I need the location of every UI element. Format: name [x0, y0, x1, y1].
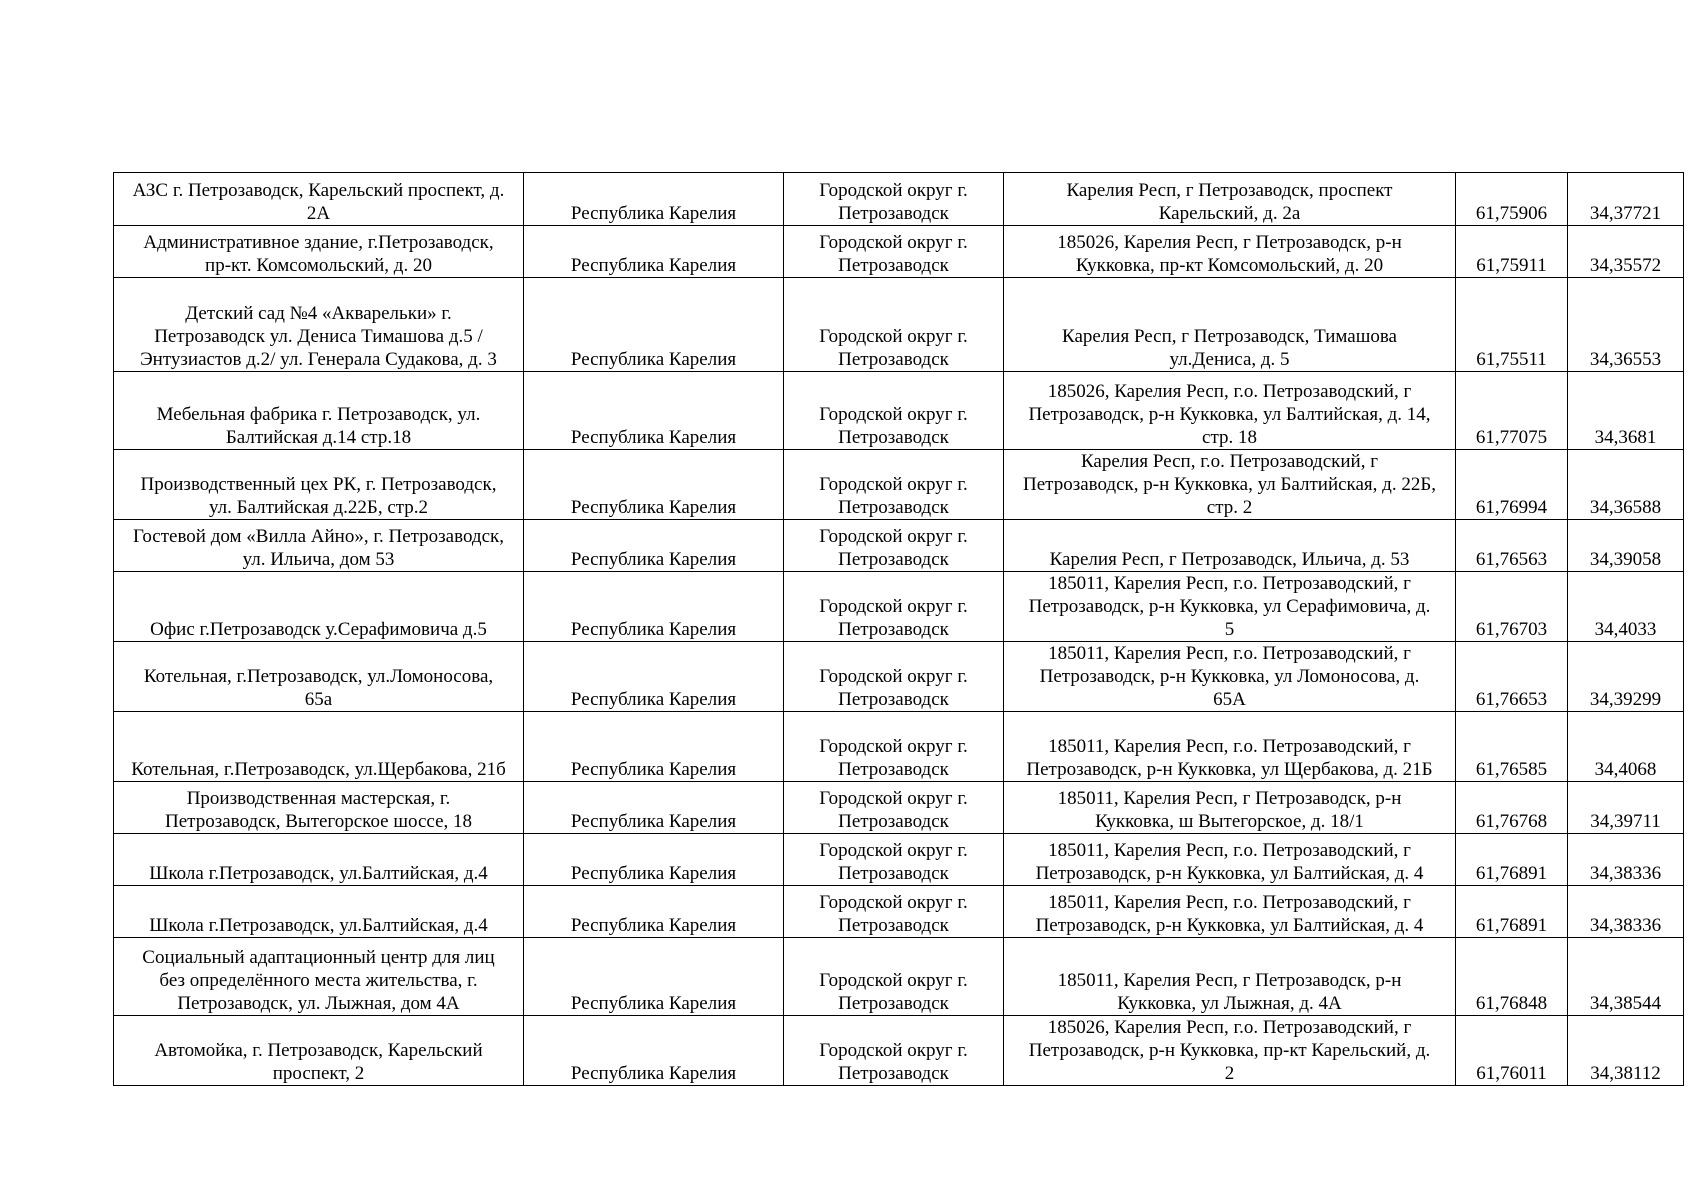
table-row [114, 450, 1684, 520]
district-cell: Городской округ г. Петрозаводск [784, 173, 1004, 226]
table-row [114, 642, 1684, 712]
table-row [114, 886, 1684, 938]
longitude-cell: 34,36553 [1568, 278, 1684, 372]
address-cell: 185011, Карелия Респ, г Петрозаводск, р-н Кукковка, ш Вытегорское, д. 18/1 [1004, 782, 1456, 834]
region-cell: Республика Карелия [524, 642, 784, 712]
region-cell: Республика Карелия [524, 886, 784, 938]
latitude-cell: 61,76563 [1456, 520, 1568, 572]
district-cell: Городской округ г. Петрозаводск [784, 1016, 1004, 1086]
district-cell: Городской округ г. Петрозаводск [784, 450, 1004, 520]
table-row [114, 834, 1684, 886]
region-cell: Республика Карелия [524, 782, 784, 834]
latitude-cell: 61,76848 [1456, 938, 1568, 1016]
district-cell: Городской округ г. Петрозаводск [784, 278, 1004, 372]
latitude-cell: 61,76994 [1456, 450, 1568, 520]
district-cell: Городской округ г. Петрозаводск [784, 372, 1004, 450]
table-row [114, 226, 1684, 278]
region-cell: Республика Карелия [524, 278, 784, 372]
object-name-cell: Школа г.Петрозаводск, ул.Балтийская, д.4 [114, 886, 524, 938]
longitude-cell: 34,37721 [1568, 173, 1684, 226]
region-cell: Республика Карелия [524, 712, 784, 782]
longitude-cell: 34,4033 [1568, 572, 1684, 642]
latitude-cell: 61,77075 [1456, 372, 1568, 450]
address-cell: 185011, Карелия Респ, г.о. Петрозаводский, г Петрозаводск, р-н Кукковка, ул Щербакова, д. 21Б [1004, 712, 1456, 782]
region-cell: Республика Карелия [524, 1016, 784, 1086]
longitude-cell: 34,36588 [1568, 450, 1684, 520]
table-row [114, 782, 1684, 834]
table-row [114, 712, 1684, 782]
district-cell: Городской округ г. Петрозаводск [784, 642, 1004, 712]
district-cell: Городской округ г. Петрозаводск [784, 520, 1004, 572]
table-row [114, 572, 1684, 642]
object-name-cell: Котельная, г.Петрозаводск, ул.Ломоносова, 65а [114, 642, 524, 712]
objects-table [113, 172, 1684, 1086]
region-cell: Республика Карелия [524, 520, 784, 572]
longitude-cell: 34,35572 [1568, 226, 1684, 278]
longitude-cell: 34,38336 [1568, 834, 1684, 886]
address-cell: Карелия Респ, г Петрозаводск, Тимашова ул.Дениса, д. 5 [1004, 278, 1456, 372]
object-name-cell: Административное здание, г.Петрозаводск, пр-кт. Комсомольский, д. 20 [114, 226, 524, 278]
longitude-cell: 34,3681 [1568, 372, 1684, 450]
table-body [114, 173, 1684, 1086]
latitude-cell: 61,76891 [1456, 834, 1568, 886]
longitude-cell: 34,38112 [1568, 1016, 1684, 1086]
object-name-cell: Автомойка, г. Петрозаводск, Карельский проспект, 2 [114, 1016, 524, 1086]
table-row [114, 520, 1684, 572]
longitude-cell: 34,38336 [1568, 886, 1684, 938]
district-cell: Городской округ г. Петрозаводск [784, 938, 1004, 1016]
latitude-cell: 61,75511 [1456, 278, 1568, 372]
region-cell: Республика Карелия [524, 226, 784, 278]
region-cell: Республика Карелия [524, 572, 784, 642]
object-name-cell: Производственный цех РК, г. Петрозаводск, ул. Балтийская д.22Б, стр.2 [114, 450, 524, 520]
latitude-cell: 61,75911 [1456, 226, 1568, 278]
table-row [114, 938, 1684, 1016]
address-cell: 185011, Карелия Респ, г.о. Петрозаводский, г Петрозаводск, р-н Кукковка, ул Балтийская, д. 4 [1004, 834, 1456, 886]
region-cell: Республика Карелия [524, 173, 784, 226]
object-name-cell: АЗС г. Петрозаводск, Карельский проспект, д. 2А [114, 173, 524, 226]
object-name-cell: Гостевой дом «Вилла Айно», г. Петрозаводск, ул. Ильича, дом 53 [114, 520, 524, 572]
district-cell: Городской округ г. Петрозаводск [784, 886, 1004, 938]
address-cell: Карелия Респ, г Петрозаводск, проспект Карельский, д. 2а [1004, 173, 1456, 226]
table-row [114, 1016, 1684, 1086]
address-cell: Карелия Респ, г Петрозаводск, Ильича, д. 53 [1004, 520, 1456, 572]
region-cell: Республика Карелия [524, 372, 784, 450]
address-cell: 185011, Карелия Респ, г.о. Петрозаводский, г Петрозаводск, р-н Кукковка, ул Ломоносова, д. 65А [1004, 642, 1456, 712]
object-name-cell: Производственная мастерская, г. Петрозаводск, Вытегорское шоссе, 18 [114, 782, 524, 834]
object-name-cell: Офис г.Петрозаводск у.Серафимовича д.5 [114, 572, 524, 642]
longitude-cell: 34,39299 [1568, 642, 1684, 712]
table-row [114, 372, 1684, 450]
district-cell: Городской округ г. Петрозаводск [784, 834, 1004, 886]
address-cell: 185011, Карелия Респ, г Петрозаводск, р-н Кукковка, ул Лыжная, д. 4А [1004, 938, 1456, 1016]
address-cell: 185026, Карелия Респ, г.о. Петрозаводский, г Петрозаводск, р-н Кукковка, ул Балтийская, д. 14, стр. 18 [1004, 372, 1456, 450]
address-cell: 185011, Карелия Респ, г.о. Петрозаводский, г Петрозаводск, р-н Кукковка, ул Балтийская, д. 4 [1004, 886, 1456, 938]
address-cell: Карелия Респ, г.о. Петрозаводский, г Петрозаводск, р-н Кукковка, ул Балтийская, д. 22Б, стр. 2 [1004, 450, 1456, 520]
latitude-cell: 61,76891 [1456, 886, 1568, 938]
address-cell: 185026, Карелия Респ, г.о. Петрозаводский, г Петрозаводск, р-н Кукковка, пр-кт Карельский, д. 2 [1004, 1016, 1456, 1086]
object-name-cell: Школа г.Петрозаводск, ул.Балтийская, д.4 [114, 834, 524, 886]
latitude-cell: 61,76011 [1456, 1016, 1568, 1086]
district-cell: Городской округ г. Петрозаводск [784, 226, 1004, 278]
object-name-cell: Социальный адаптационный центр для лиц без определённого места жительства, г. Петрозаводск, ул. Лыжная, дом 4А [114, 938, 524, 1016]
latitude-cell: 61,76768 [1456, 782, 1568, 834]
address-cell: 185026, Карелия Респ, г Петрозаводск, р-н Кукковка, пр-кт Комсомольский, д. 20 [1004, 226, 1456, 278]
region-cell: Республика Карелия [524, 834, 784, 886]
longitude-cell: 34,39711 [1568, 782, 1684, 834]
latitude-cell: 61,76653 [1456, 642, 1568, 712]
district-cell: Городской округ г. Петрозаводск [784, 782, 1004, 834]
region-cell: Республика Карелия [524, 450, 784, 520]
longitude-cell: 34,39058 [1568, 520, 1684, 572]
latitude-cell: 61,76703 [1456, 572, 1568, 642]
table-row [114, 278, 1684, 372]
district-cell: Городской округ г. Петрозаводск [784, 572, 1004, 642]
object-name-cell: Котельная, г.Петрозаводск, ул.Щербакова, 21б [114, 712, 524, 782]
address-cell: 185011, Карелия Респ, г.о. Петрозаводский, г Петрозаводск, р-н Кукковка, ул Серафимовича, д. 5 [1004, 572, 1456, 642]
object-name-cell: Мебельная фабрика г. Петрозаводск, ул. Балтийская д.14 стр.18 [114, 372, 524, 450]
latitude-cell: 61,75906 [1456, 173, 1568, 226]
table-row [114, 173, 1684, 226]
longitude-cell: 34,4068 [1568, 712, 1684, 782]
object-name-cell: Детский сад №4 «Акварельки» г. Петрозаводск ул. Дениса Тимашова д.5 /Энтузиастов д.2/ ул. Генерала Судакова, д. 3 [114, 278, 524, 372]
latitude-cell: 61,76585 [1456, 712, 1568, 782]
region-cell: Республика Карелия [524, 938, 784, 1016]
longitude-cell: 34,38544 [1568, 938, 1684, 1016]
district-cell: Городской округ г. Петрозаводск [784, 712, 1004, 782]
